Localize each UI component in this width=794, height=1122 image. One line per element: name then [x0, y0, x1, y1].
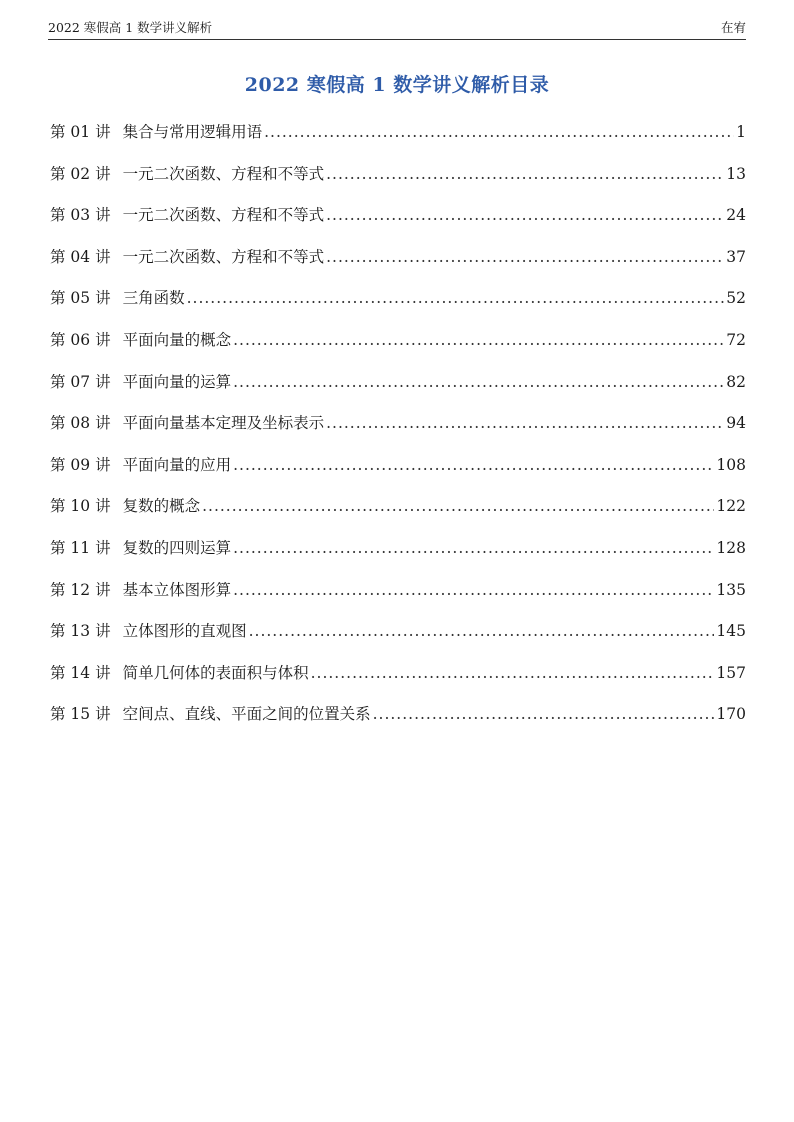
toc-entry-title: 一元二次函数、方程和不等式 — [122, 164, 325, 183]
toc-entry-page: 157 — [716, 663, 746, 682]
toc-entry-number: 第 07 讲 — [50, 372, 111, 391]
page-header — [48, 12, 746, 40]
toc-entry-number: 第 11 讲 — [50, 538, 111, 557]
toc-entry-title: 一元二次函数、方程和不等式 — [122, 247, 325, 266]
toc-dot-leader — [373, 700, 715, 728]
toc-dot-leader — [233, 576, 714, 604]
toc-entry-page: 82 — [726, 372, 746, 391]
toc-entry[interactable] — [50, 118, 746, 160]
toc-entry-page: 37 — [726, 247, 746, 266]
toc-dot-leader — [249, 617, 715, 645]
toc-entry-title: 平面向量的概念 — [122, 330, 232, 349]
toc-entry-number: 第 01 讲 — [50, 123, 111, 141]
toc-dot-leader — [326, 160, 724, 188]
toc-entry-number: 第 10 讲 — [50, 497, 111, 516]
toc-entry-number: 第 05 讲 — [50, 289, 111, 308]
toc-entry[interactable] — [50, 451, 746, 493]
toc-entry-number: 第 02 讲 — [50, 164, 111, 183]
toc-entry-number: 第 13 讲 — [50, 622, 111, 641]
toc-entry-title: 复数的概念 — [122, 497, 201, 516]
toc-dot-leader — [233, 451, 714, 479]
header-left-text: 2022 寒假高 1 数学讲义解析 — [48, 20, 213, 35]
toc-entry-page: 1 — [736, 123, 746, 141]
toc-dot-leader — [233, 326, 724, 354]
toc-dot-leader — [326, 201, 724, 229]
toc-dot-leader — [326, 243, 724, 271]
toc-entry-number: 第 06 讲 — [50, 330, 111, 349]
toc-entry[interactable] — [50, 243, 746, 285]
toc-entry-number: 第 12 讲 — [50, 580, 111, 599]
toc-entry-page: 24 — [726, 206, 746, 225]
toc-entry-page: 108 — [716, 455, 746, 474]
toc-entry-page: 170 — [716, 705, 746, 724]
toc-entry-number: 第 09 讲 — [50, 455, 111, 474]
page-title: 2022 寒假高 1 数学讲义解析目录 — [244, 74, 550, 96]
toc-entry-number: 第 14 讲 — [50, 663, 111, 682]
toc-dot-leader — [187, 284, 725, 312]
toc-entry[interactable] — [50, 201, 746, 243]
toc-entry-page: 128 — [716, 538, 746, 557]
toc-entry-page: 122 — [716, 497, 746, 516]
toc-entry-title: 一元二次函数、方程和不等式 — [122, 206, 325, 225]
header-right-text: 在宥 — [720, 20, 746, 35]
toc-entry[interactable] — [50, 492, 746, 534]
toc-dot-leader — [264, 118, 734, 146]
toc-dot-leader — [311, 659, 715, 687]
toc-entry[interactable] — [50, 576, 746, 618]
toc-entry-page: 145 — [716, 622, 746, 641]
toc-entry-number: 第 08 讲 — [50, 414, 111, 433]
toc-entry-title: 平面向量的运算 — [122, 372, 232, 391]
toc-entry-title: 复数的四则运算 — [122, 538, 232, 557]
toc-entry-title: 立体图形的直观图 — [122, 622, 247, 641]
toc-entry-page: 94 — [726, 414, 746, 433]
toc-entry-page: 13 — [726, 164, 746, 183]
toc-entry[interactable] — [50, 700, 746, 742]
toc-entry-page: 135 — [716, 580, 746, 599]
toc-entry-title: 集合与常用逻辑用语 — [122, 123, 263, 141]
toc-entry[interactable] — [50, 160, 746, 202]
toc-entry-number: 第 03 讲 — [50, 206, 111, 225]
toc-entry-page: 52 — [726, 289, 746, 308]
toc-entry[interactable] — [50, 409, 746, 451]
toc-entry-title: 简单几何体的表面积与体积 — [122, 663, 309, 682]
toc-entry-title: 三角函数 — [122, 289, 185, 308]
toc-entry[interactable] — [50, 534, 746, 576]
toc-entry[interactable] — [50, 284, 746, 326]
toc-entry[interactable] — [50, 617, 746, 659]
toc-entry-page: 72 — [726, 330, 746, 349]
toc-entry-number: 第 15 讲 — [50, 705, 111, 724]
toc-entry-title: 平面向量的应用 — [122, 455, 232, 474]
toc-dot-leader — [233, 534, 714, 562]
toc-dot-leader — [326, 409, 724, 437]
toc-entry[interactable] — [50, 326, 746, 368]
toc-entry-title: 空间点、直线、平面之间的位置关系 — [122, 705, 371, 724]
toc-dot-leader — [233, 368, 724, 396]
toc-entry-title: 平面向量基本定理及坐标表示 — [122, 414, 325, 433]
toc-entry-number: 第 04 讲 — [50, 247, 111, 266]
table-of-contents — [50, 118, 746, 742]
toc-entry-title: 基本立体图形算 — [122, 580, 232, 599]
toc-entry[interactable] — [50, 368, 746, 410]
toc-dot-leader — [202, 492, 714, 520]
toc-entry[interactable] — [50, 659, 746, 701]
